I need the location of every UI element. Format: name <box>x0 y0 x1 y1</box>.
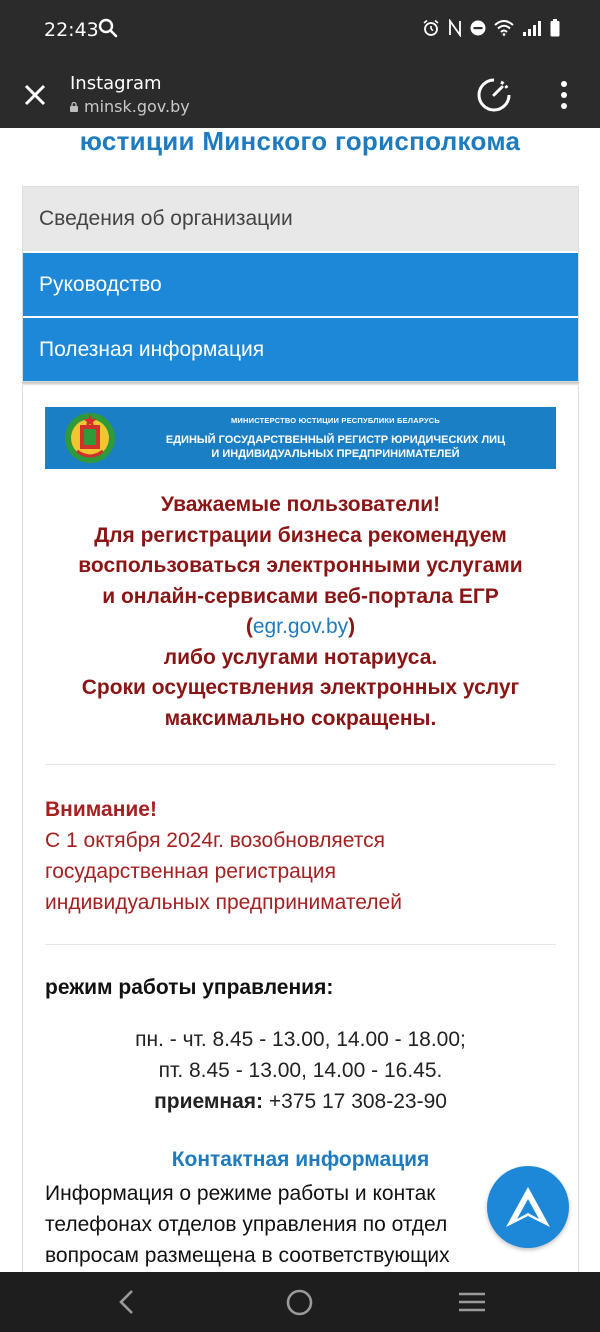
reception-label: приемная: <box>154 1090 264 1113</box>
notice-link-line <box>45 612 556 643</box>
close-icon[interactable] <box>20 80 50 110</box>
arrow-up-icon <box>503 1185 553 1229</box>
toolbar-url <box>70 97 190 116</box>
banner-register-line2: И ИНДИВИДУАЛЬНЫХ ПРЕДПРИНИМАТЕЛЕЙ <box>211 448 460 460</box>
contact-text <box>45 1178 556 1271</box>
menu-item-useful-info[interactable]: Полезная информация <box>23 316 578 381</box>
browser-toolbar <box>0 60 600 128</box>
hours-line: пт. 8.45 - 13.00, 14.00 - 16.45. <box>158 1059 443 1082</box>
hours-line: пн. - чт. 8.45 - 13.00, 14.00 - 18.00; <box>135 1028 466 1051</box>
menu-item-management[interactable]: Руководство <box>23 251 578 316</box>
attention-block <box>45 794 556 918</box>
divider <box>45 944 556 945</box>
speedometer-icon[interactable] <box>475 76 513 114</box>
page-heading: юстиции Минского горисполкома <box>79 128 521 156</box>
toolbar-title: Instagram <box>70 73 162 94</box>
status-icons <box>422 19 560 37</box>
divider <box>45 764 556 765</box>
contact-line: телефонах отделов управления по отдел <box>45 1213 448 1236</box>
banner-register-text <box>45 433 556 461</box>
contact-line: вопросам размещена в соответствующих <box>45 1244 450 1267</box>
status-bar <box>0 0 600 60</box>
reception-line <box>45 1086 556 1117</box>
notice-line: Сроки осуществления электронных услуг <box>81 676 520 699</box>
paren-open: ( <box>245 615 253 638</box>
contact-line: Информация о режиме работы и контак <box>45 1182 436 1205</box>
back-icon[interactable] <box>114 1288 140 1316</box>
side-menu <box>22 186 579 382</box>
status-time: 22:43 <box>44 19 99 41</box>
working-hours <box>45 1024 556 1117</box>
home-icon[interactable] <box>286 1289 313 1316</box>
recent-apps-icon[interactable] <box>458 1291 486 1313</box>
attention-title: Внимание! <box>45 798 157 821</box>
wifi-icon <box>494 20 514 36</box>
signal-icon <box>522 20 542 36</box>
attention-line: С 1 октября 2024г. возобновляется <box>45 829 386 852</box>
nfc-icon <box>448 19 462 37</box>
notice-line: и онлайн-сервисами веб-портала ЕГР <box>102 584 499 608</box>
do-not-disturb-icon <box>470 20 486 36</box>
menu-item-organization-info[interactable]: Сведения об организации <box>23 187 578 251</box>
banner-ministry-text: МИНИСТЕРСТВО ЮСТИЦИИ РЕСПУБЛИКИ БЕЛАРУСЬ <box>230 416 441 425</box>
banner-register-line1: ЕДИНЫЙ ГОСУДАРСТВЕННЫЙ РЕГИСТР ЮРИДИЧЕСКИХ ЛИЦ <box>165 434 506 446</box>
paren-close: ) <box>348 615 356 638</box>
toolbar-url-text: minsk.gov.by <box>84 97 190 116</box>
search-icon <box>98 18 118 38</box>
alarm-icon <box>422 19 440 37</box>
notice-line: Уважаемые пользователи! <box>160 493 441 516</box>
lock-icon <box>70 102 78 112</box>
egr-banner[interactable] <box>45 407 556 469</box>
attention-line: государственная регистрация <box>45 860 336 883</box>
notice-line: Для регистрации бизнеса рекомендуем <box>94 523 507 547</box>
egr-link[interactable]: egr.gov.by <box>252 615 349 638</box>
working-hours-title: режим работы управления: <box>45 976 334 999</box>
navigation-bar <box>0 1272 600 1332</box>
notice-block <box>45 490 556 734</box>
attention-line: индивидуальных предпринимателей <box>45 891 402 914</box>
contact-title: Контактная информация <box>171 1148 430 1171</box>
notice-line: воспользоваться электронными услугами <box>78 554 523 577</box>
reception-phone[interactable]: +375 17 308-23-90 <box>263 1090 447 1113</box>
battery-icon <box>550 19 560 37</box>
notice-line: максимально сокращены. <box>164 706 437 730</box>
scroll-to-top-button[interactable] <box>487 1166 569 1248</box>
notice-line: либо услугами нотариуса. <box>163 645 438 669</box>
more-options-icon[interactable] <box>556 80 572 110</box>
web-page <box>0 128 600 1272</box>
